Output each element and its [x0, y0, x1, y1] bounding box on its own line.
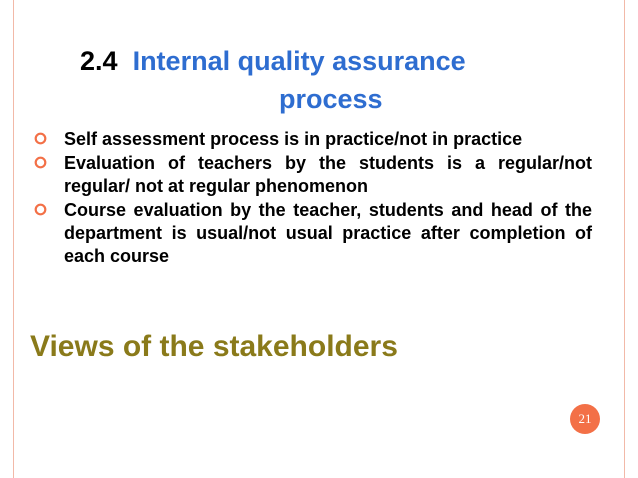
hollow-circle-bullet-icon — [34, 156, 47, 169]
bullet-item — [32, 152, 592, 198]
bullet-text: Course evaluation by the teacher, students and head of the department is usual/not usual practice after completion of each course — [64, 200, 592, 266]
bullet-item — [32, 199, 592, 268]
right-frame-line — [624, 0, 625, 478]
hollow-circle-bullet-icon — [34, 203, 47, 216]
title-text-line-1: Internal quality assurance — [132, 46, 466, 76]
page-number-badge: 21 — [570, 404, 600, 434]
section-heading: Views of the stakeholders — [30, 330, 398, 363]
title-section-number: 2.4 — [80, 46, 118, 76]
title-line-1 — [80, 44, 466, 78]
bullet-text: Evaluation of teachers by the students is a regular/not regular/ not at regular phenomenon — [64, 153, 592, 196]
left-frame-line — [13, 0, 14, 478]
bullet-text: Self assessment process is in practice/not in practice — [64, 129, 523, 149]
bullet-item — [32, 128, 592, 151]
bullet-list — [32, 128, 592, 269]
hollow-circle-bullet-icon — [34, 132, 47, 145]
title-text-line-2: process — [279, 84, 383, 114]
